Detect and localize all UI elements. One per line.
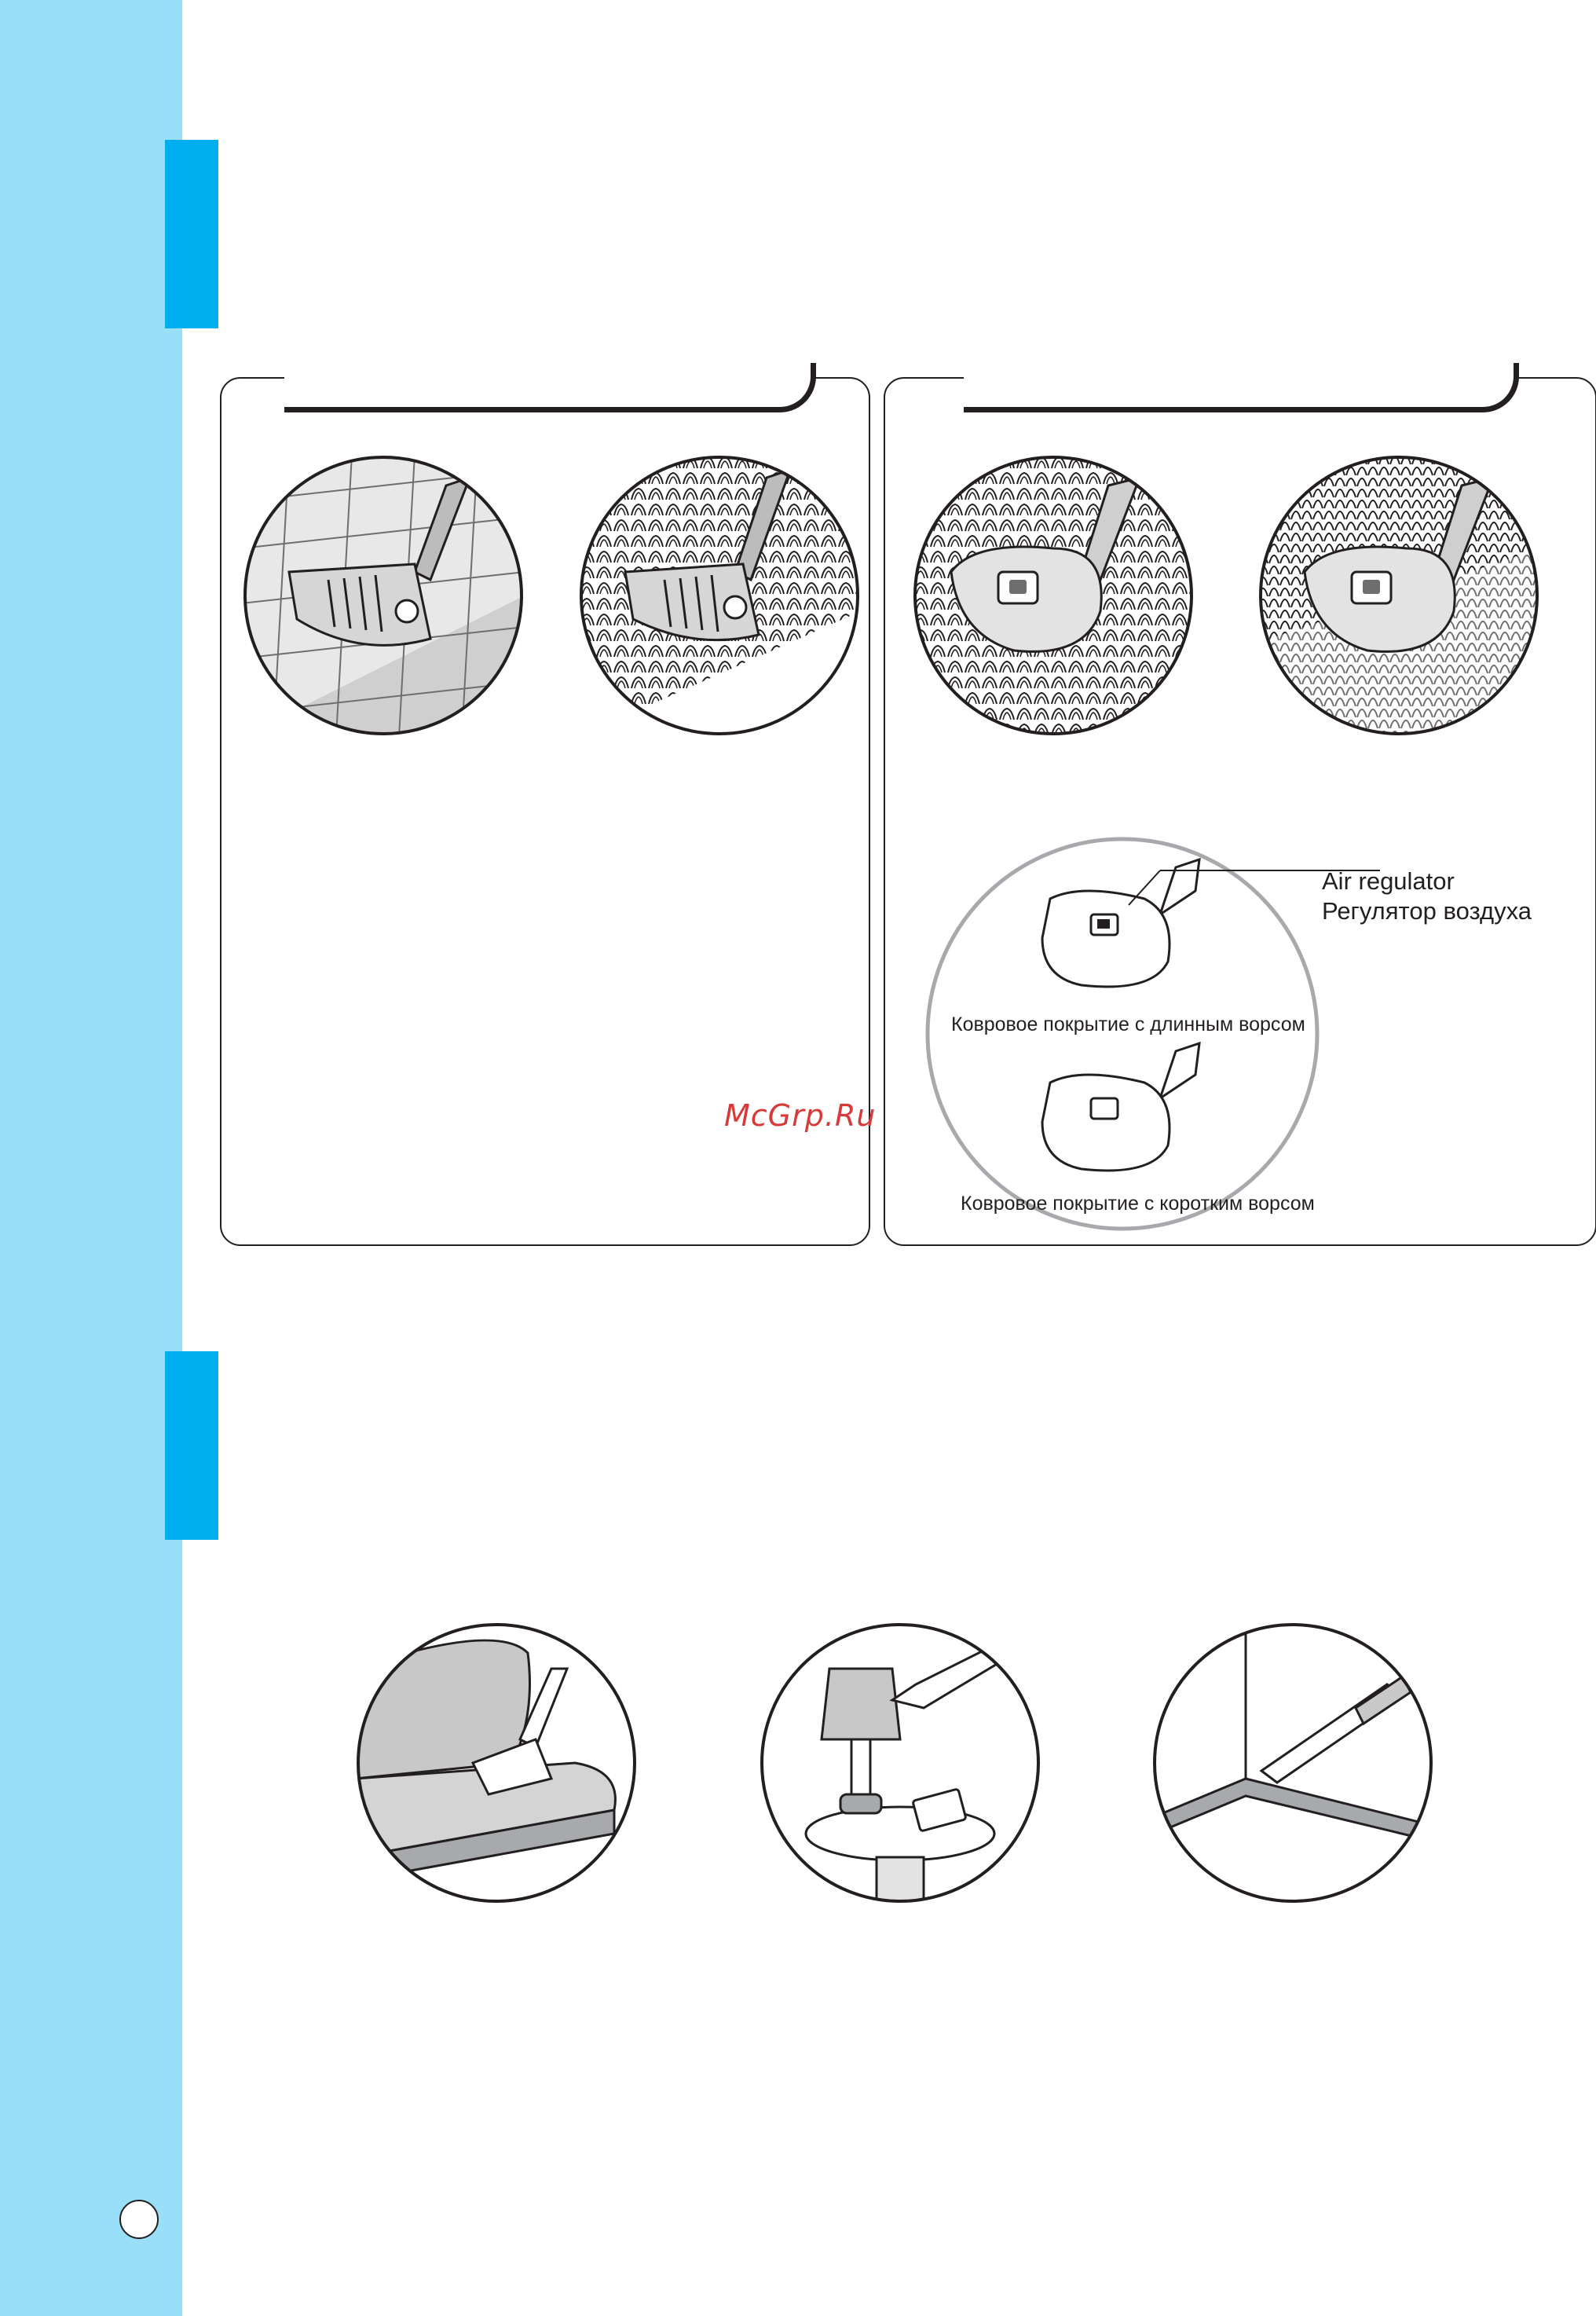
upholstery-nozzle-sofa-icon <box>355 1622 638 1904</box>
page-number-marker <box>119 2200 159 2239</box>
turbo-brush-short-pile-icon <box>1257 454 1540 737</box>
floor-brush-on-carpet-icon <box>578 454 861 737</box>
side-color-strip <box>0 0 182 2316</box>
air-regulator-label-ru: Регулятор воздуха <box>1322 897 1532 925</box>
short-pile-label: Ковровое покрытие с коротким ворсом <box>961 1193 1315 1215</box>
long-pile-label: Ковровое покрытие с длинным ворсом <box>951 1013 1305 1035</box>
panel-title-bar <box>284 363 816 412</box>
turbo-brush-panel <box>884 377 1596 1246</box>
crevice-tool-corner-icon <box>1151 1622 1434 1904</box>
panel-title-bar <box>964 363 1519 412</box>
section-marker-2 <box>165 1351 218 1540</box>
section-marker-1 <box>165 140 218 328</box>
turbo-brush-long-pile-icon <box>912 454 1195 737</box>
floor-brush-on-tiles-icon <box>242 454 525 737</box>
watermark: McGrp.Ru <box>724 1098 877 1133</box>
air-regulator-label-en: Air regulator <box>1322 867 1455 895</box>
dusting-brush-lamp-icon <box>759 1622 1041 1904</box>
